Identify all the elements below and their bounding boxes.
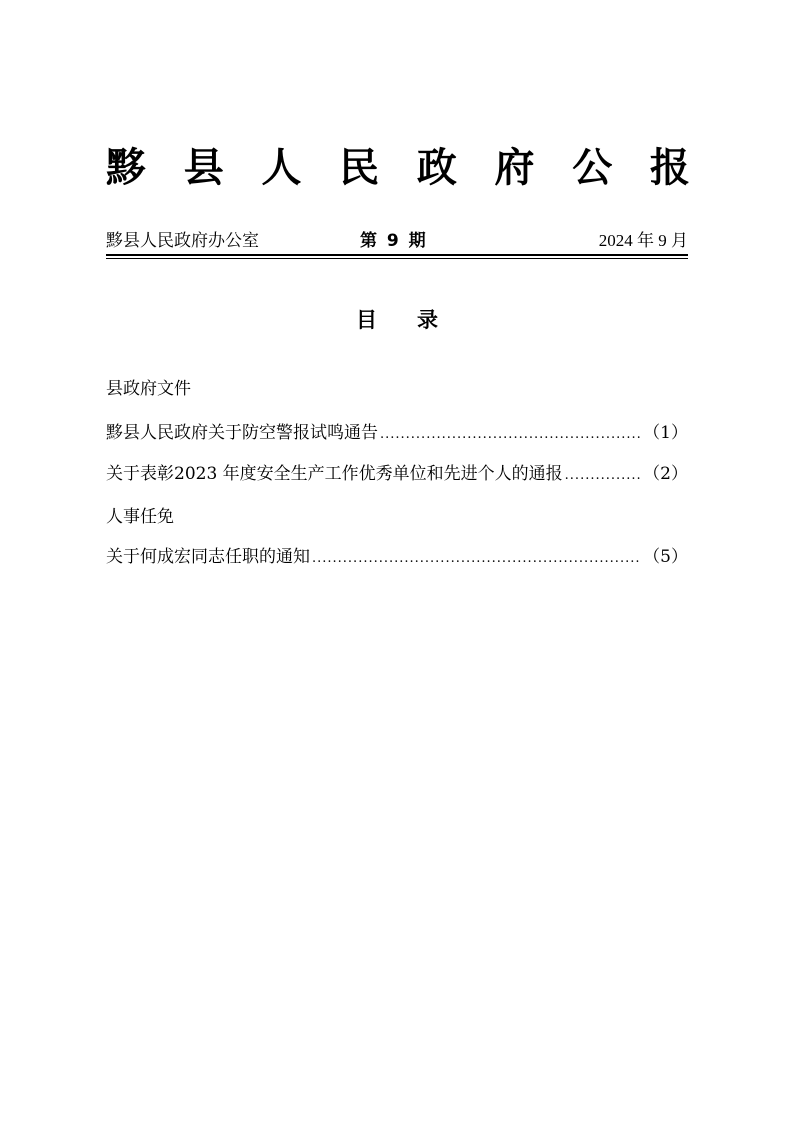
toc-page-number: （5） — [643, 547, 688, 567]
toc-section-heading: 县政府文件 — [106, 379, 191, 399]
issue-number: 第 9 期 — [360, 231, 426, 251]
toc-title: 目录 — [356, 308, 478, 332]
title-char: 民 — [339, 144, 380, 191]
toc-entry-text: 黟县人民政府关于防空警报试鸣通告 — [106, 423, 378, 443]
header-rule-thick — [106, 254, 688, 256]
toc-dot-leader — [565, 464, 642, 488]
title-char: 县 — [183, 144, 224, 191]
page-title — [106, 138, 690, 198]
header-rule-thin — [106, 258, 688, 259]
toc-dot-leader — [380, 423, 641, 447]
toc-entry[interactable] — [106, 545, 688, 569]
title-char: 政 — [416, 144, 457, 191]
issue-date: 2024 年 9 月 — [598, 231, 688, 250]
toc-page-number: （1） — [643, 423, 688, 443]
toc-entry[interactable] — [106, 421, 688, 445]
issuing-office: 黟县人民政府办公室 — [106, 231, 259, 251]
issue-header — [106, 229, 688, 253]
title-char: 黟 — [106, 144, 146, 191]
title-char: 府 — [494, 144, 535, 191]
toc-entry-text: 关于何成宏同志任职的通知 — [106, 547, 310, 567]
title-char: 报 — [649, 144, 690, 191]
toc-page-number: （2） — [643, 464, 688, 484]
title-char: 公 — [572, 144, 613, 191]
toc-dot-leader — [312, 547, 641, 571]
title-char: 人 — [261, 144, 302, 191]
toc-section-heading: 人事任免 — [106, 507, 174, 527]
toc-entry[interactable] — [106, 462, 688, 486]
toc-entry-text: 关于表彰2023 年度安全生产工作优秀单位和先进个人的通报 — [106, 464, 563, 484]
